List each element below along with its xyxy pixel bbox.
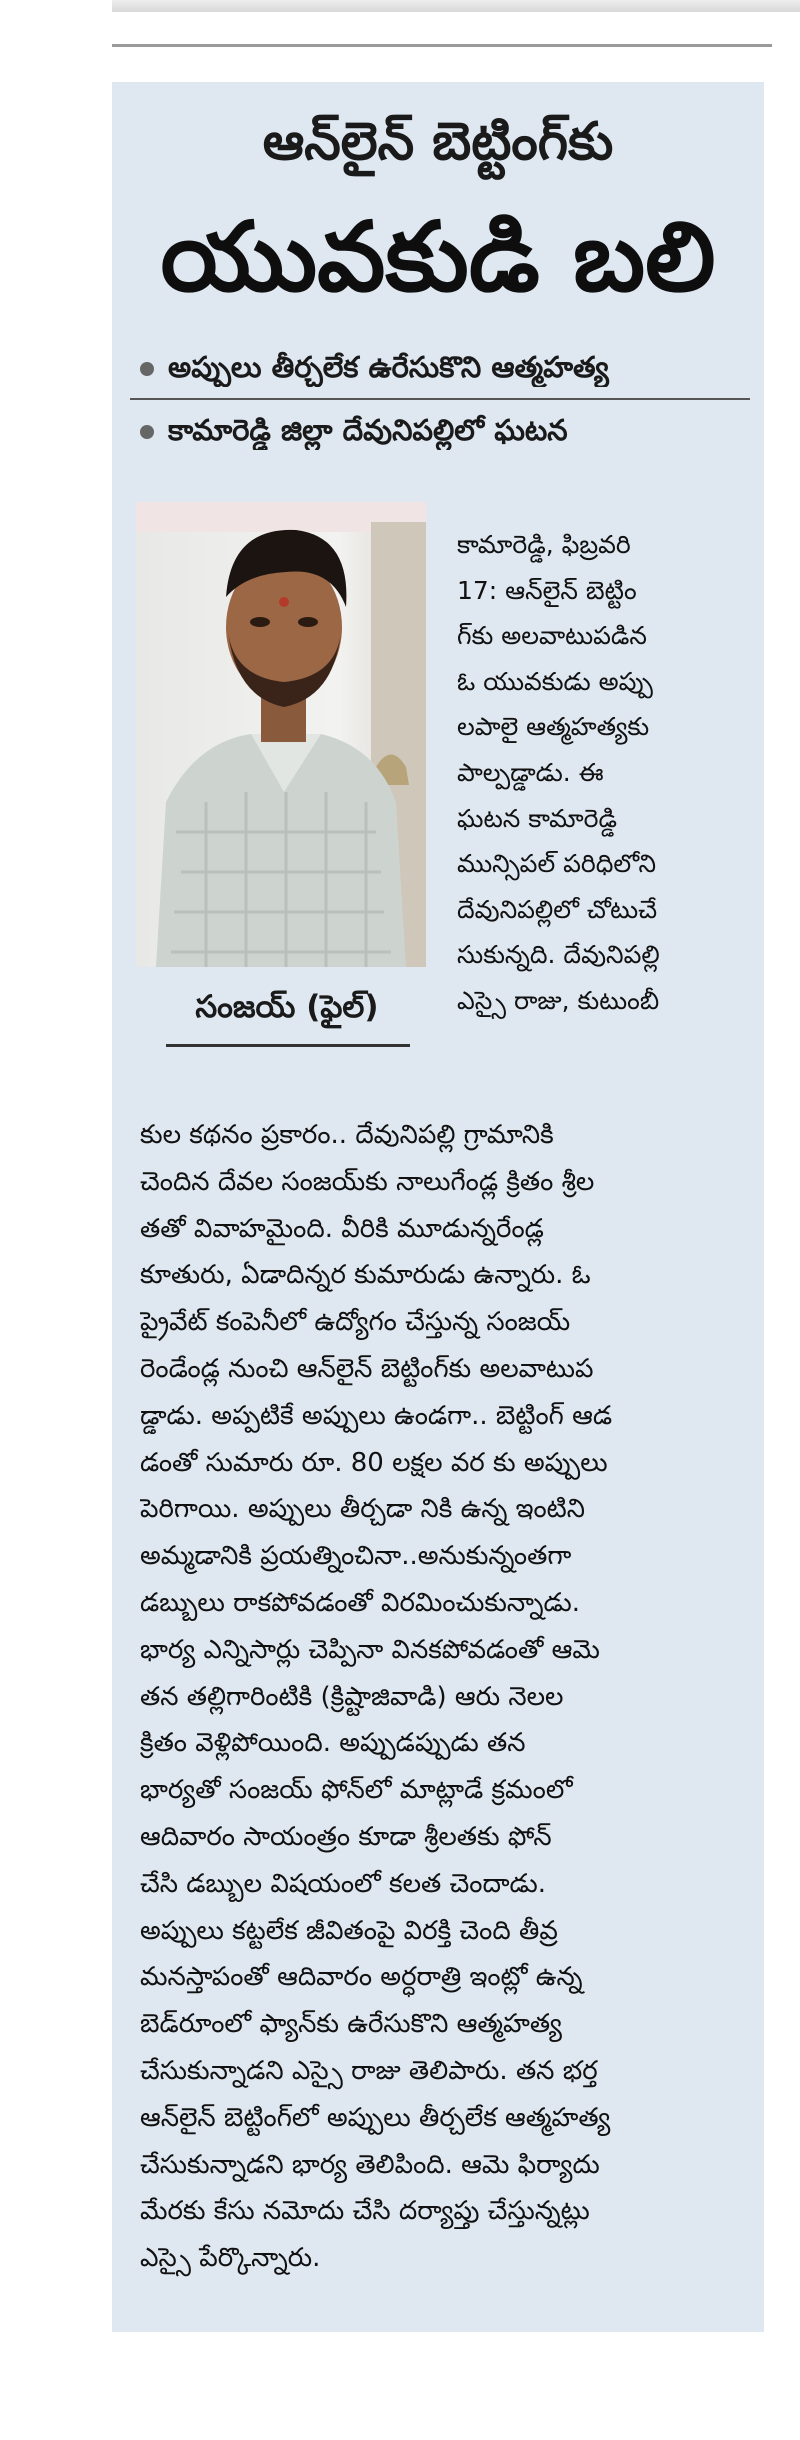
- subhead-bullet: [140, 347, 750, 387]
- article-text-line: దేవునిపల్లిలో చోటుచే: [457, 894, 658, 924]
- article-text-line: కూతురు, ఏడాదిన్నర కుమారుడు ఉన్నారు. ఓ: [140, 1260, 591, 1291]
- bullet-dot-icon: [140, 425, 154, 439]
- article-text-line: పాల్పడ్డాడు. ఈ: [457, 757, 604, 787]
- article-text-line: తన తల్లిగారింటికి (క్రిష్టాజివాడి) ఆరు నెలల: [140, 1681, 564, 1712]
- subhead-bullet: [140, 410, 750, 450]
- caption-underline: [166, 1044, 410, 1047]
- subhead-text: అప్పులు తీర్చలేక ఉరేసుకొని ఆత్మహత్య: [168, 350, 609, 384]
- article-text-line: అమ్మడానికి ప్రయత్నించినా..అనుకున్నంతగా: [140, 1541, 572, 1572]
- person-portrait-image: [136, 502, 426, 967]
- article-text-line: చెందిన దేవల సంజయ్‌కు నాలుగేండ్ల క్రితం శ్రీల: [140, 1166, 595, 1197]
- article-text-line: ఆన్‌లైన్ బెట్టింగ్‌లో అప్పులు తీర్చలేక ఆత్మహత్య: [140, 2102, 611, 2133]
- article-side-column: [457, 522, 747, 1024]
- article-text-line: మేరకు కేసు నమోదు చేసి దర్యాప్తు చేస్తున్నట్లు: [140, 2196, 590, 2227]
- previous-article-strip: [112, 0, 800, 12]
- article-text-line: ఆదివారం సాయంత్రం కూడా శ్రీలతకు ఫోన్: [140, 1821, 552, 1852]
- article-text-line: డబ్బులు రాకపోవడంతో విరమించుకున్నాడు.: [140, 1587, 580, 1618]
- photo-caption: సంజయ్ (ఫైల్): [195, 989, 379, 1025]
- subhead-divider: [130, 398, 750, 400]
- article-text-line: గ్‌కు అలవాటుపడిన: [457, 621, 647, 651]
- article-text-line: చేసుకున్నాడని ఎస్సై రాజు తెలిపారు. తన భర్త: [140, 2055, 598, 2086]
- article-text-line: పెరిగాయి. అప్పులు తీర్చడా నికి ఉన్న ఇంటిని: [140, 1494, 585, 1525]
- article-headline: యువకుడి బలి: [160, 201, 716, 313]
- article-text-line: ఓ యువకుడు అప్పు: [457, 666, 653, 696]
- article-text-line: 17: ఆన్‌లైన్ బెట్టిం: [457, 575, 637, 605]
- article-text-line: కామారెడ్డి, ఫిబ్రవరి: [457, 530, 631, 559]
- article-text-line: ఎస్సై రాజు, కుటుంబీ: [457, 985, 660, 1015]
- bullet-dot-icon: [140, 362, 154, 376]
- article-text-line: రెండేండ్ల నుంచి ఆన్‌లైన్ బెట్టింగ్‌కు అలవాటుప: [140, 1353, 594, 1384]
- article-text-line: ఎస్సై పేర్కొన్నారు.: [140, 2243, 321, 2274]
- article-text-line: చేసుకున్నాడని భార్య తెలిపింది. ఆమె ఫిర్యాదు: [140, 2149, 600, 2180]
- article-text-line: బెడ్‌రూంలో ఫ్యాన్‌కు ఉరేసుకొని ఆత్మహత్య: [140, 2009, 562, 2040]
- article-text-line: తతో వివాహమైంది. వీరికి మూడున్నరేండ్ల: [140, 1213, 544, 1244]
- article-text-line: మున్సిపల్ పరిధిలోని: [457, 849, 657, 879]
- article-text-line: డ్డాడు. అప్పటికే అప్పులు ఉండగా.. బెట్టింగ్ ఆడ: [140, 1400, 613, 1431]
- article-text-line: భార్యతో సంజయ్ ఫోన్‌లో మాట్లాడే క్రమంలో: [140, 1775, 573, 1806]
- article-text-line: మనస్తాపంతో ఆదివారం అర్ధరాత్రి ఇంట్లో ఉన్న: [140, 1962, 583, 1993]
- article-text-line: క్రితం వెళ్లిపోయింది. అప్పుడప్పుడు తన: [140, 1728, 526, 1759]
- article-text-line: డంతో సుమారు రూ. 80 లక్షల వర కు అప్పులు: [140, 1447, 608, 1478]
- subhead-text: కామారెడ్డి జిల్లా దేవునిపల్లిలో ఘటన: [168, 413, 568, 447]
- article-text-line: ప్రైవేట్ కంపెనీలో ఉద్యోగం చేస్తున్న సంజయ్: [140, 1307, 571, 1338]
- article-text-line: లపాలై ఆత్మహత్యకు: [457, 712, 650, 742]
- article-text-line: అప్పులు కట్టలేక జీవితంపై విరక్తి చెంది తీవ్ర: [140, 1915, 558, 1946]
- person-photo: [136, 502, 426, 967]
- article-kicker: ఆన్‌లైన్ బెట్టింగ్‌కు: [262, 112, 614, 172]
- article-text-line: కుల కథనం ప్రకారం.. దేవునిపల్లి గ్రామానికి: [140, 1120, 554, 1150]
- article-text-line: సుకున్నది. దేవునిపల్లి: [457, 940, 660, 970]
- section-divider: [112, 44, 772, 47]
- article-text-line: భార్య ఎన్నిసార్లు చెప్పినా వినకపోవడంతో ఆమె: [140, 1634, 600, 1665]
- article-text-line: చేసి డబ్బుల విషయంలో కలత చెందాడు.: [140, 1868, 546, 1899]
- article-text-line: ఘటన కామారెడ్డి: [457, 803, 617, 833]
- news-article: [112, 82, 764, 2332]
- article-body: [140, 1112, 750, 2282]
